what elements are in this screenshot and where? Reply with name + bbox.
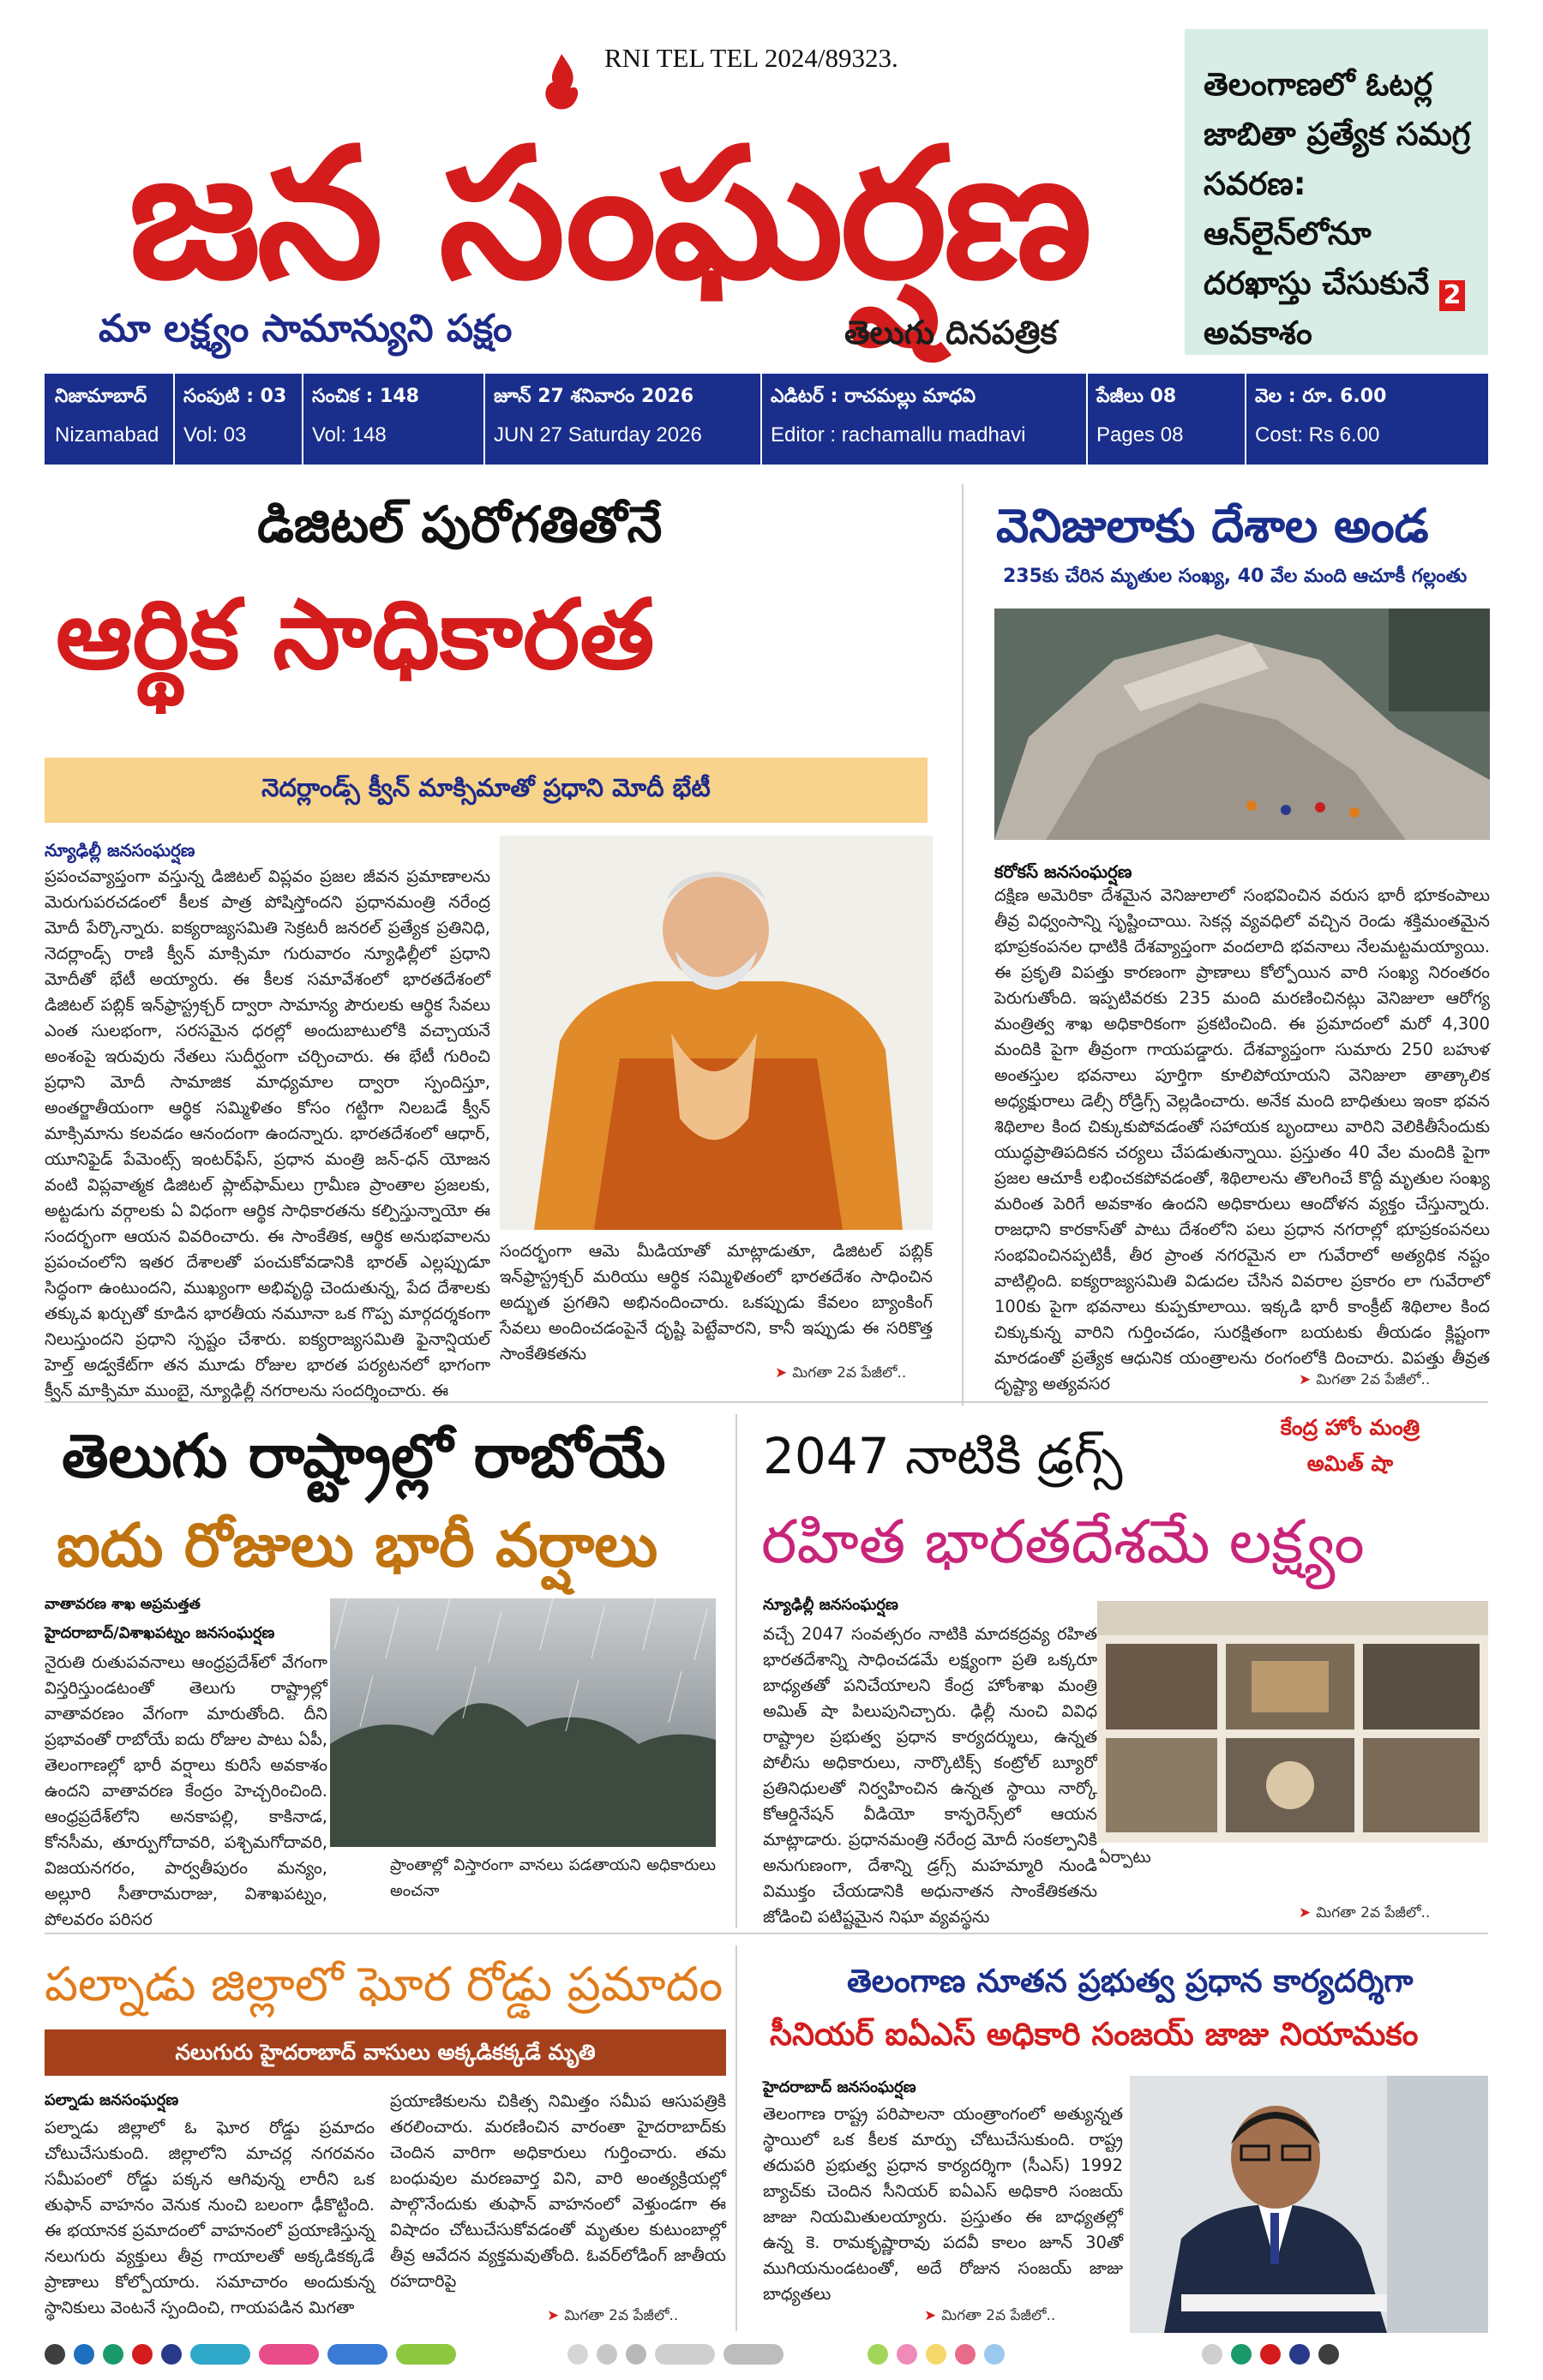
side-promo-box[interactable] (1185, 29, 1488, 355)
arrow-icon: ➤ (924, 2307, 937, 2324)
venezuela-contd-text: మిగతా 2వ పేజీలో.. (1316, 1371, 1431, 1388)
accident-strip (45, 2029, 726, 2076)
drugs-contd-text: మిగతా 2వ పేజీలో.. (1316, 1904, 1431, 1921)
info-date (483, 374, 762, 465)
arrow-icon: ➤ (1299, 1371, 1312, 1388)
rains-photo (330, 1598, 716, 1847)
drugs-body: వచ్చే 2047 సంవత్సరం నాటికి మాదకద్రవ్య రహిత భారతదేశాన్ని సాధించడమే లక్ష్యంగా ప్రతి ఒక్కరూ బాధ్యతతో పనిచేయాలని కేంద్ర హోంశాఖ మంత్రి అమిత్ షా పిలుపునిచ్చారు. ఢిల్లీ నుంచి వివిధ రాష్ట్రాల ప్రభుత్వ ప్రధాన కార్యదర్శులు, ఉన్నత పోలీసు అధికారులు, నార్కొటిక్స్ కంట్రోల్ బ్యూరో ప్రతినిధులతో నిర్వహించిన ఉన్నత స్థాయి నార్కో కోఆర్డినేషన్ వీడియో కాన్ఫరెన్స్‌లో ఆయన మాట్లాడారు. ప్రధానమంత్రి నరేంద్ర మోదీ సంకల్పానికి అనుగుణంగా, దేశాన్ని డ్రగ్స్ మహమ్మారి నుండి విముక్తం చేయడానికి అధునాతన సాంకేతికతను జోడించి పటిష్టమైన నిఘా వ్యవస్థను (763, 1624, 1097, 1927)
section-divider (45, 1933, 1488, 1934)
footer-color-bar (45, 2344, 1488, 2370)
accident-body: పల్నాడు జిల్లాలో ఓ ఘోర రోడ్డు ప్రమాదం చోటుచేసుకుంది. జిల్లాలోని మాచర్ల నగరవనం సమీపంలో రోడ్డు పక్కన ఆగివున్న లారీని ఒక తుఫాన్ వాహనం వెనుక నుంచి బలంగా ఢీకొట్టింది. ఈ భయానక ప్రమాదంలో వాహనంలో ప్రయాణిస్తున్న నలుగురు వ్యక్తులు తీవ్ర గాయాలతో అక్కడికక్కడే ప్రాణాలు కోల్పోయారు. సమాచారం అందుకున్న స్థానికులు వెంటనే స్పందించి, గాయపడిన మిగతా (45, 2118, 375, 2317)
drugs-kicker: 2047 నాటికి డ్రగ్స్ (763, 1427, 1123, 1485)
venezuela-headline[interactable]: వెనిజులాకు దేశాల అండ (996, 499, 1429, 553)
telangana-headline[interactable]: సీనియర్ ఐఏఎస్ అధికారి సంజయ్ జాజు నియామకం (770, 2016, 1419, 2053)
venezuela-byline: కరోకస్ జనసంఘర్షణ (994, 861, 1132, 882)
accident-contd-text: మిగతా 2వ పేజీలో.. (564, 2307, 679, 2324)
accident-byline: పల్నాడు జనసంఘర్షణ (45, 2091, 179, 2109)
accident-body-continued: ప్రయాణికులను చికిత్స నిమిత్తం సమీప ఆసుపత్రికి తరలించారు. మరణించిన వారంతా హైదరాబాద్‌కు చెందిన వారిగా అధికారులు గుర్తించారు. తమ బంధువుల మరణవార్త విని, వారి అంత్యక్రియల్లో పాల్గొనేందుకు తుఫాన్ వాహనంలో వెళ్తుండగా ఈ విషాదం చోటుచేసుకోవడంతో మృతుల కుటుంబాల్లో తీవ్ర ఆవేదన వ్యక్తమవుతోంది. ఓవర్‌లోడింగ్ జాతీయ రహదారిపై (390, 2091, 726, 2291)
drugs-caption: ఏర్పాటు (1099, 1848, 1151, 1867)
telangana-byline: హైదరాబాద్ జనసంఘర్షణ (763, 2078, 916, 2096)
rains-kicker: తెలుగు రాష్ట్రాల్లో రాబోయే (62, 1421, 666, 1491)
rains-byline: హైదరాబాద్/విశాఖపట్నం జనసంఘర్షణ (45, 1624, 275, 1642)
rains-body: నైరుతి రుతుపవనాలు ఆంధ్రప్రదేశ్‌లో వేగంగా విస్తరిస్తుండటంతో తెలుగు రాష్ట్రాల్లో వాతావరణం వేగంగా మారుతోంది. దీని ప్రభావంతో రాబోయే ఐదు రోజుల పాటు ఏపీ, తెలంగాణల్లో భారీ వర్షాలు కురిసే అవకాశం ఉందని వాతావరణ కేంద్రం హెచ్చరించింది. ఆంధ్రప్రదేశ్‌లోని అనకాపల్లి, కాకినాడ, కోనసీమ, తూర్పుగోదావరి, పశ్చిమగోదావరి, విజయనగరం, పార్వతీపురం మన్యం, అల్లూరి సీతారామరాజు, విశాఖపట్నం, పోలవరం పరిసర (45, 1652, 327, 1929)
telangana-photo (1130, 2076, 1488, 2333)
venezuela-subhead: 235కు చేరిన మృతుల సంఖ్య, 40 వేల మంది ఆచూకీ గల్లంతు (1003, 566, 1468, 587)
info-editor-te: ఎడిటర్ : రాచమల్లు మాధవి (771, 386, 976, 407)
lead-continued-link[interactable] (775, 1364, 906, 1385)
side-promo-text: తెలంగాణలో ఓటర్ల జాబితా ప్రత్యేక సమగ్ర సవరణ: ఆన్‌లైన్‌లోనూ దరఖాస్తు చేసుకునే అవకాశం (1204, 66, 1471, 351)
lead-strip (45, 758, 928, 823)
info-editor-en: Editor : rachamallu madhavi (771, 423, 1026, 447)
lead-kicker: డిజిటల్ పురోగతితోనే (257, 495, 663, 554)
venezuela-body: దక్షిణ అమెరికా దేశమైన వెనిజులాలో సంభవించిన వరుస భారీ భూకంపాలు తీవ్ర విధ్వంసాన్ని సృష్టించాయి. సెకన్ల వ్యవధిలో వచ్చిన రెండు శక్తిమంతమైన భూప్రకంపనల ధాటికి దేశవ్యాప్తంగా వందలాది భవనాలు నేలమట్టమయ్యాయి. ఈ ప్రకృతి విపత్తు కారణంగా ప్రాణాలు కోల్పోయిన వారి సంఖ్య నిరంతరం పెరుగుతోంది. ఇప్పటివరకు 235 మంది మరణించినట్లు వెనిజులా ఆరోగ్య మంత్రిత్వ శాఖ అధికారికంగా ప్రకటించింది. ఈ ప్రమాదంలో మరో 4,300 మందికి పైగా తీవ్రంగా గాయపడ్డారు. దేశవ్యాప్తంగా సుమారు 250 బహుళ అంతస్తుల భవనాలు పూర్తిగా కూలిపోయాయని వెనిజులా తాత్కాలిక అధ్యక్షురాలు డెల్సీ రోడ్రిగ్స్ వెల్లడించారు. అనేక మంది బాధితులు ఇంకా భవన శిథిలాల కింద చిక్కుకుపోవడంతో సహాయక బృందాలు వారిని వెలికితీసేందుకు యుద్ధప్రాతిపదికన చర్యలు చేపడుతున్నాయి. ప్రస్తుతం 40 వేల మందికి పైగా ప్రజల ఆచూకీ లభించకపోవడంతో, శిథిలాలను తొలగించే కొద్దీ మృతుల సంఖ్య మరింత పెరిగే అవకాశం ఉందని అధికారులు ఆందోళన వ్యక్తం చేస్తున్నారు. రాజధాని కారకాస్‌తో పాటు దేశంలోని పలు ప్రధాన నగరాల్లో భూప్రకంపనలు సంభవించినప్పటికీ, తీర ప్రాంత నగరమైన లా గువేరాలో అత్యధిక నష్టం వాటిల్లింది. ఐక్యరాజ్యసమితి విడుదల చేసిన వివరాల ప్రకారం లా గువేరాలో 100కు పైగా భవనాలు కుప్పకూలాయి. ఇక్కడి భారీ కాంక్రీట్ శిథిలాల కింద చిక్కుకున్న వారిని గుర్తించడం, సురక్షితంగా బయటకు తీయడం క్లిష్టంగా మారడంతో ప్రత్యేక ఆధునిక యంత్రాలను రంగంలోకి దించారు. విపత్తు తీవ్రత దృష్ట్యా అత్యవసర (994, 885, 1490, 1394)
info-issue-en: Vol: 148 (312, 423, 387, 447)
info-city-en: Nizamabad (55, 423, 159, 447)
column-divider (735, 1945, 737, 2331)
rains-body-continued: ప్రాంతాల్లో విస్తారంగా వానలు పడతాయని అధికారులు అంచనా (390, 1856, 716, 1900)
telangana-continued-link[interactable] (924, 2307, 1055, 2328)
info-issue (302, 374, 485, 465)
rni-number: RNI TEL TEL 2024/89323. (604, 43, 898, 73)
lead-body: ప్రపంచవ్యాప్తంగా వస్తున్న డిజిటల్ విప్లవం ప్రజల జీవన ప్రమాణాలను మెరుగుపరచడంలో కీలక పాత్ర పోషిస్తోందని ప్రధానమంత్రి నరేంద్ర మోదీ పేర్కొన్నారు. ఐక్యరాజ్యసమితి సెక్రటరీ జనరల్ ప్రత్యేక ప్రతినిధి, నెదర్లాండ్స్ రాణి క్వీన్ మాక్సిమా గురువారం న్యూఢిల్లీలో ప్రధాని మోదీతో భేటీ అయ్యారు. ఈ కీలక సమావేశంలో భారతదేశంలో డిజిటల్ పబ్లిక్ ఇన్‌ఫ్రాస్ట్రక్చర్ ద్వారా సామాన్య పౌరులకు ఆర్థిక సేవలు ఎంత సులభంగా, సరసమైన ధరల్లో అందుబాటులోకి వచ్చాయనే అంశంపై ఇరువురు నేతలు సుదీర్ఘంగా చర్చించారు. ఈ భేటీ గురించి ప్రధాని మోదీ సామాజిక మాధ్యమాల ద్వారా స్పందిస్తూ, అంతర్జాతీయంగా ఆర్థిక సమ్మిళితం కోసం గట్టిగా నిలబడే క్వీన్ మాక్సిమాను కలవడం ఆనందంగా ఉందన్నారు. భారతదేశంలో ఆధార్, యూనిఫైడ్ పేమెంట్స్ ఇంటర్‌ఫేస్, ప్రధాన మంత్రి జన్-ధన్ యోజన వంటి విప్లవాత్మక డిజిటల్ ప్లాట్‌ఫామ్‌లు గ్రామీణ ప్రాంతాల ప్రజలకు, అట్టడుగు వర్గాలకు ఏ విధంగా ఆర్థిక సాధికారతను కల్పిస్తున్నాయో ఈ సందర్భంగా ఆయన వివరించారు. ఈ సాంకేతిక, ఆర్థిక అనుభవాలను ప్రపంచంలోని ఇతర దేశాలతో పంచుకోవడానికి భారత్ ఎల్లప్పుడూ సిద్ధంగా ఉంటుందని, ముఖ్యంగా అభివృద్ధి చెందుతున్న, పేద దేశాలకు తక్కువ ఖర్చుతో కూడిన భారతీయ నమూనా ఒక గొప్ప మార్గదర్శకంగా నిలుస్తుందని ప్రధాని స్పష్టం చేశారు. ఐక్యరాజ్యసమితి ఫైనాన్షియల్ హెల్త్ అడ్వకేట్‌గా తన మూడు రోజుల భారత పర్యటనలో భాగంగా క్వీన్ మాక్సిమా ముంబై, న్యూఢిల్లీ నగరాలను సందర్శించారు. ఈ (45, 866, 490, 1400)
lead-photo (500, 836, 933, 1230)
info-price-en: Cost: Rs 6.00 (1255, 423, 1380, 447)
accident-headline[interactable]: పల్నాడు జిల్లాలో ఘోర రోడ్డు ప్రమాదం (45, 1957, 723, 2011)
tagline: మా లక్ష్యం సామాన్యుని పక్షం (99, 307, 513, 351)
lead-strip-text: నెదర్లాండ్స్ క్వీన్ మాక్సిమాతో ప్రధాని మోదీ భేటీ (261, 773, 711, 802)
rains-tag: వాతావరణ శాఖ అప్రమత్తత (45, 1596, 201, 1613)
info-volume (173, 374, 303, 465)
info-issue-te: సంచిక : 148 (312, 386, 419, 407)
rains-headline[interactable]: ఐదు రోజులు భారీ వర్షాలు (57, 1510, 658, 1580)
lead-contd-text: మిగతా 2వ పేజీలో.. (792, 1364, 907, 1382)
info-pages-en: Pages 08 (1096, 423, 1184, 447)
lead-headline[interactable]: ఆర్థిక సాధికారత (56, 579, 655, 691)
drugs-byline: న్యూఢిల్లీ జనసంఘర్షణ (763, 1596, 898, 1614)
arrow-icon: ➤ (547, 2307, 560, 2324)
telangana-contd-text: మిగతా 2వ పేజీలో.. (941, 2307, 1056, 2324)
lead-body-continued: సందర్భంగా ఆమె మీడియాతో మాట్లాడుతూ, డిజిటల్ పబ్లిక్ ఇన్‌ఫ్రాస్ట్రక్చర్ మరియు ఆర్థిక సమ్మిళితంలో భారతదేశం సాధించిన అద్భుత ప్రగతిని అభినందించారు. ఒకప్పుడు కేవలం బ్యాంకింగ్ సేవలు అందించడంపైనే దృష్టి పెట్టేవారని, కానీ ఇప్పుడు ఈ సరికొత్త సాంకేతికతను (500, 1241, 933, 1364)
drugs-headline[interactable]: రహిత భారతదేశమే లక్ష్యం (761, 1507, 1365, 1577)
column-divider (735, 1414, 737, 1928)
info-volume-en: Vol: 03 (183, 423, 247, 447)
accident-continued-link[interactable] (547, 2307, 678, 2328)
telangana-kicker: తెలంగాణ నూతన ప్రభుత్వ ప్రధాన కార్యదర్శిగా (847, 1963, 1414, 1999)
info-city-te: నిజామాబాద్ (55, 386, 147, 407)
column-divider (962, 484, 964, 1406)
info-date-en: JUN 27 Saturday 2026 (494, 423, 702, 447)
info-pages (1086, 374, 1246, 465)
lead-byline: న్యూఢిల్లీ జనసంఘర్షణ (45, 840, 195, 860)
info-price-te: వెల : రూ. 6.00 (1255, 386, 1387, 407)
newspaper-title: జన సంఘర్షణ (129, 109, 1090, 319)
drugs-quote-by: కేంద్ర హోం మంత్రి అమిత్ షా (1280, 1415, 1420, 1476)
accident-strip-text: నలుగురు హైదరాబాద్ వాసులు అక్కడికక్కడే మృతి (175, 2040, 596, 2065)
info-pages-te: పేజీలు 08 (1096, 386, 1177, 407)
arrow-icon: ➤ (1299, 1904, 1312, 1921)
info-date-te: జూన్ 27 శనివారం 2026 (494, 386, 694, 407)
drugs-continued-link[interactable] (1299, 1904, 1430, 1925)
info-price (1245, 374, 1488, 465)
issue-info-bar (45, 374, 1488, 465)
telangana-body: తెలంగాణ రాష్ట్ర పరిపాలనా యంత్రాంగంలో అత్యున్నత స్థాయిలో ఒక కీలక మార్పు చోటుచేసుకుంది. రాష్ట్ర తదుపరి ప్రభుత్వ ప్రధాన కార్యదర్శిగా (సీఎస్) 1992 బ్యాచ్‌కు చెందిన సీనియర్ ఐఏఎస్ అధికారి సంజయ్ జాజు నియమితులయ్యారు. ప్రస్తుతం ఈ బాధ్యతల్లో ఉన్న కె. రామకృష్ణారావు పదవీ కాలం జూన్ 30తో ముగియనుండటంతో, అదే రోజున సంజయ్ జాజు బాధ్యతలు (763, 2104, 1123, 2304)
info-editor (760, 374, 1088, 465)
info-city (45, 374, 175, 465)
drugs-photo (1097, 1601, 1488, 1843)
arrow-icon: ➤ (775, 1364, 788, 1382)
info-volume-te: సంపుటి : 03 (183, 386, 287, 407)
venezuela-continued-link[interactable] (1299, 1371, 1430, 1392)
page-ref-badge: 2 (1439, 280, 1465, 311)
venezuela-photo (994, 608, 1490, 840)
daily-label: తెలుగు దినపత్రిక (844, 314, 1058, 351)
